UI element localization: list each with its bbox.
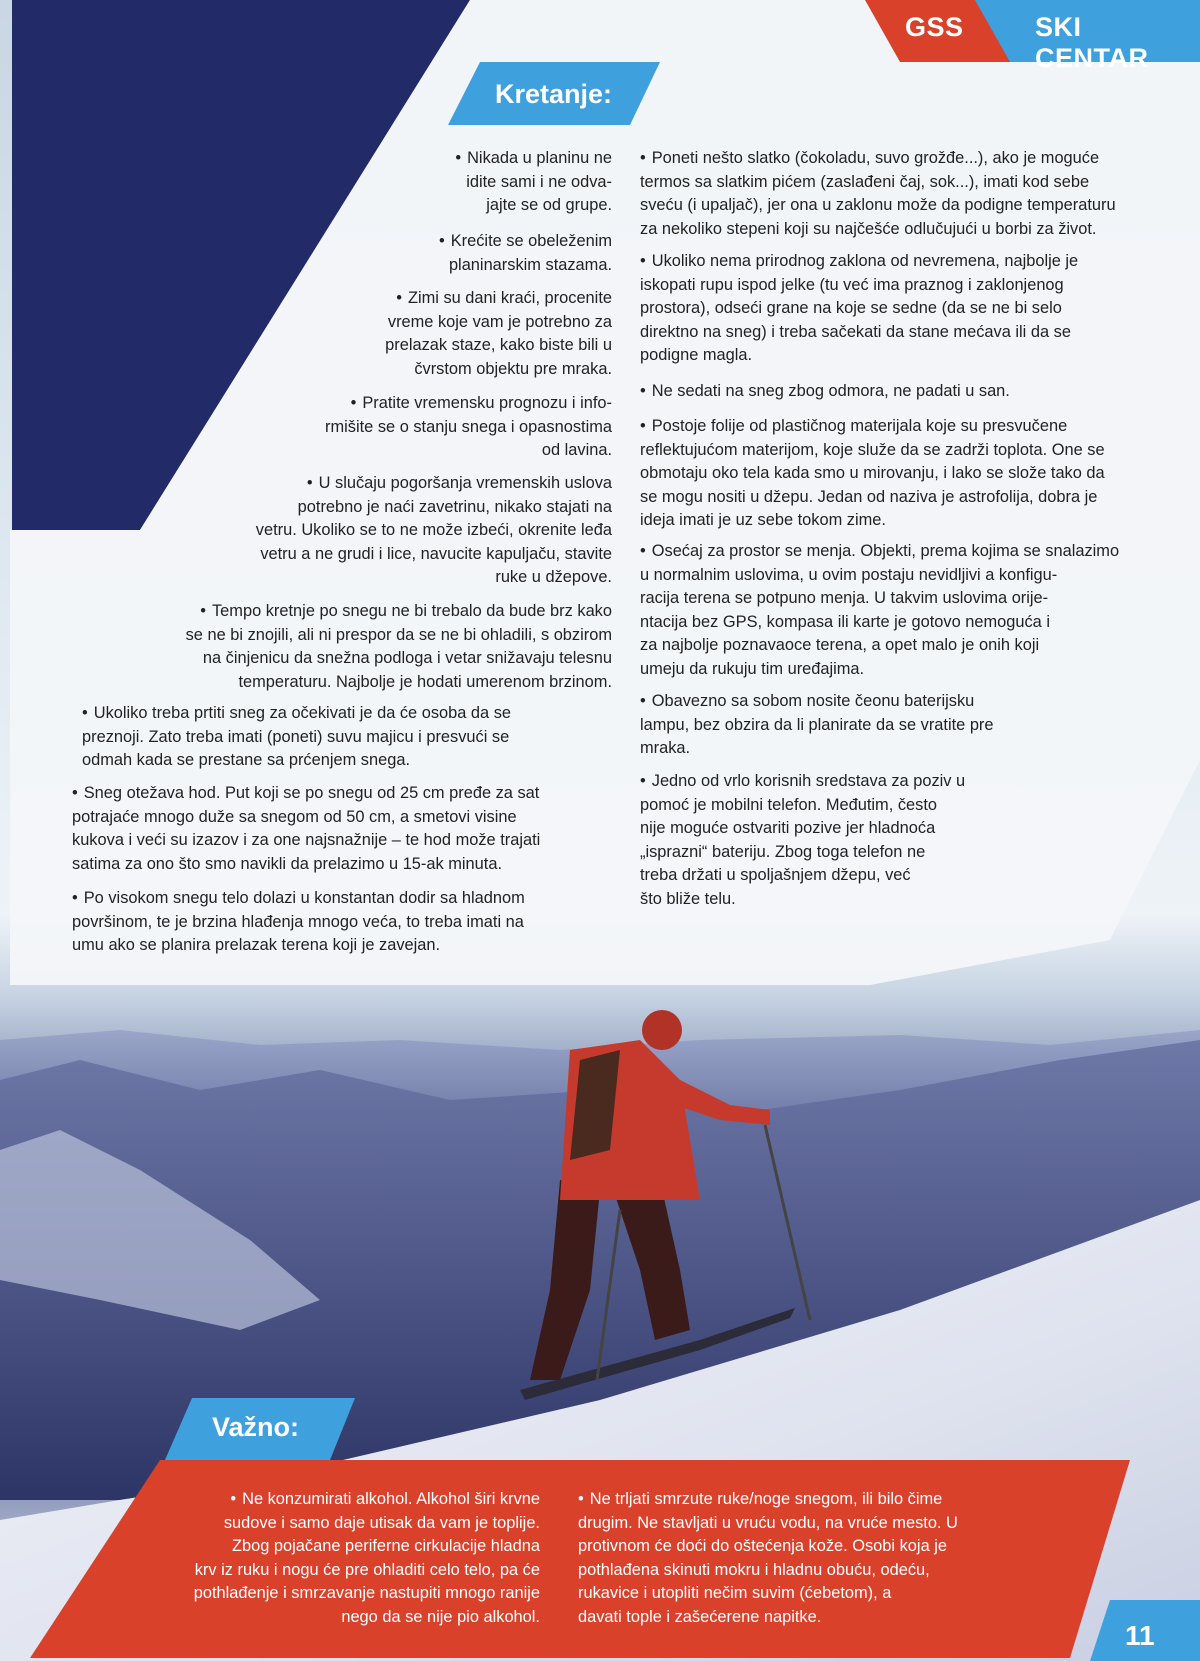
bullet-line bbox=[72, 782, 540, 806]
bullet-line bbox=[640, 380, 1010, 404]
bullet-dot-icon: • bbox=[438, 232, 445, 250]
bullet-text: Obavezno sa sobom nosite čeonu baterijsku bbox=[651, 692, 975, 710]
bullet-text: Jedno od vrlo korisnih sredstava za poziv u bbox=[651, 772, 966, 790]
bullet-line bbox=[640, 486, 1105, 510]
bullet-line bbox=[82, 726, 511, 750]
bullet-dot-icon: • bbox=[578, 1490, 584, 1508]
bullet-text: podigne magla. bbox=[640, 346, 753, 364]
bullet-text: treba držati u spoljašnjem džepu, već bbox=[640, 866, 911, 884]
bullet-text: vetru. Ukoliko se to ne može izbeći, okrenite leđa bbox=[255, 521, 612, 539]
bullet-line bbox=[640, 509, 1105, 533]
bullet-dot-icon: • bbox=[640, 382, 646, 400]
bullet-line bbox=[640, 794, 965, 818]
bullet-item bbox=[72, 782, 540, 876]
bullet-line bbox=[578, 1582, 958, 1606]
bullet-line bbox=[640, 171, 1116, 195]
bullet-line bbox=[256, 496, 612, 520]
bullet-line bbox=[325, 392, 612, 416]
bullet-item bbox=[325, 392, 612, 463]
header-tag-ski-centar: SKI CENTAR bbox=[1035, 12, 1149, 73]
bullet-text: sudove i samo daje utisak da vam je toplije. bbox=[223, 1513, 540, 1532]
bullet-line bbox=[578, 1559, 958, 1583]
bullet-text: se mogu nositi u džepu. Jedan od naziva je astrofolija, dobra je bbox=[640, 487, 1098, 506]
bullet-text: vetru a ne grudi i lice, navucite kapuljaču, stavite bbox=[260, 544, 612, 563]
bullet-text: mraka. bbox=[640, 739, 691, 757]
bullet-text: Zbog pojačane periferne cirkulacije hladna bbox=[232, 1537, 540, 1555]
bullet-line bbox=[640, 540, 1119, 564]
bullet-text: Krećite se obeleženim bbox=[450, 232, 612, 250]
bullet-text: Ukoliko nema prirodnog zaklona od nevremena, najbolje je bbox=[651, 252, 1079, 270]
bullet-dot-icon: • bbox=[640, 692, 646, 710]
bullet-line bbox=[640, 888, 965, 912]
bullet-line bbox=[186, 624, 612, 648]
bullet-text: „isprazni“ bateriju. Zbog toga telefon ne bbox=[640, 842, 926, 861]
bullet-line bbox=[640, 817, 965, 841]
bullet-line bbox=[578, 1606, 958, 1630]
bullet-text: iskopati rupu ispod jelke (tu već ima praznog i zaklonjenog bbox=[640, 275, 1064, 294]
bullet-line bbox=[640, 297, 1078, 321]
bullet-line bbox=[439, 230, 612, 254]
bullet-line bbox=[640, 690, 994, 714]
bullet-item bbox=[72, 887, 525, 958]
bullet-text: umeju da rukuju tim uređajima. bbox=[640, 659, 865, 678]
bullet-dot-icon: • bbox=[396, 289, 402, 307]
bullet-dot-icon: • bbox=[350, 394, 357, 412]
bullet-text: pothlađena skinuti mokru i hladnu obuću, odeću, bbox=[578, 1560, 930, 1579]
bullet-line bbox=[194, 1606, 540, 1630]
bullet-item bbox=[640, 770, 965, 911]
bullet-text: odmah kada se prestane sa prćenjem snega. bbox=[82, 751, 411, 769]
bullet-item bbox=[194, 1488, 540, 1629]
bullet-line bbox=[256, 519, 612, 543]
bullet-line bbox=[256, 472, 612, 496]
bullet-dot-icon: • bbox=[455, 149, 462, 167]
bullet-line bbox=[578, 1488, 958, 1512]
bullet-line bbox=[640, 439, 1105, 463]
bullet-text: za najbolje poznavaoce terena, a opet malo je onih koji bbox=[640, 636, 1040, 654]
bullet-text: potrajaće mnogo duže sa snegom od 50 cm, a smetovi visine bbox=[72, 807, 517, 826]
bullet-text: prostora), odseći grane na koje se sedne (da se ne bi selo bbox=[640, 299, 1062, 317]
bullet-line bbox=[439, 254, 612, 278]
bullet-text: ideja imati je uz sebe tokom zime. bbox=[640, 511, 886, 529]
bullet-item bbox=[640, 690, 994, 761]
bullet-line bbox=[640, 587, 1119, 611]
bullet-text: prelazak staze, kako biste bili u bbox=[385, 336, 612, 354]
bullet-line bbox=[194, 1559, 540, 1583]
bullet-text: vreme koje vam je potrebno za bbox=[387, 312, 612, 331]
bullet-text: nije moguće ostvariti pozive jer hladnoća bbox=[640, 819, 936, 837]
bullet-text: termos sa slatkim pićem (zaslađeni čaj, sok...), imati kod sebe bbox=[640, 172, 1090, 191]
bullet-line bbox=[455, 194, 612, 218]
bullet-line bbox=[82, 702, 511, 726]
bullet-text: lampu, bez obzira da li planirate da se vratite pre bbox=[640, 715, 994, 734]
bullet-line bbox=[72, 887, 525, 911]
bullet-text: krv iz ruku i nogu će pre ohladiti celo telo, pa će bbox=[194, 1560, 540, 1579]
bullet-text: Tempo kretnje po snegu ne bi trebalo da bude brz kako bbox=[211, 602, 612, 620]
bullet-item bbox=[256, 472, 612, 590]
bullet-text: preznoji. Zato treba imati (poneti) suvu majicu i presvući se bbox=[82, 727, 510, 746]
bullet-line bbox=[640, 344, 1078, 368]
bullet-text: drugim. Ne stavljati u vruću vodu, na vruće mesto. U bbox=[578, 1513, 958, 1532]
bullet-dot-icon: • bbox=[640, 252, 646, 270]
bullet-dot-icon: • bbox=[640, 417, 646, 435]
bullet-line bbox=[72, 911, 525, 935]
bullet-line bbox=[325, 439, 612, 463]
bullet-line bbox=[640, 634, 1119, 658]
bullet-dot-icon: • bbox=[640, 772, 646, 790]
bullet-line bbox=[194, 1488, 540, 1512]
bullet-dot-icon: • bbox=[230, 1490, 237, 1508]
bullet-line bbox=[640, 841, 965, 865]
bullet-dot-icon: • bbox=[82, 704, 88, 722]
bullet-line bbox=[640, 658, 1119, 682]
bullet-item bbox=[186, 600, 612, 694]
bullet-text: u normalnim uslovima, u ovim postaju nevidljivi a konfigu- bbox=[640, 565, 1058, 584]
bullet-item bbox=[578, 1488, 958, 1629]
bullet-text: idite sami i ne odva- bbox=[466, 172, 612, 191]
header-tag-gss: GSS bbox=[905, 12, 964, 42]
bullet-line bbox=[194, 1535, 540, 1559]
bullet-text: od lavina. bbox=[541, 441, 612, 459]
bullet-line bbox=[640, 218, 1116, 242]
bullet-text: ntacija bez GPS, kompasa ili karte je gotovo nemoguća i bbox=[640, 612, 1050, 631]
bullet-text: direktno na sneg) i treba sačekati da stane mećava ili da se bbox=[640, 322, 1071, 341]
bullet-dot-icon: • bbox=[640, 149, 646, 167]
bullet-line bbox=[455, 147, 612, 171]
bullet-text: Poneti nešto slatko (čokoladu, suvo grožđe...), ako je moguće bbox=[651, 149, 1100, 167]
bullet-text: pomoć je mobilni telefon. Međutim, često bbox=[640, 795, 937, 814]
bullet-line bbox=[455, 171, 612, 195]
section-title-vazno: Važno: bbox=[212, 1412, 300, 1442]
bullet-item bbox=[439, 230, 612, 277]
bullet-line bbox=[640, 462, 1105, 486]
bullet-text: protivnom će doći do oštećenja kože. Osobi koja je bbox=[578, 1537, 947, 1555]
bullet-line bbox=[578, 1512, 958, 1536]
bullet-text: Po visokom snegu telo dolazi u konstantan dodir sa hladnom bbox=[83, 889, 525, 907]
bullet-text: Pratite vremensku prognozu i info- bbox=[362, 394, 612, 412]
bullet-text: Osećaj za prostor se menja. Objekti, prema kojima se snalazimo bbox=[651, 542, 1120, 560]
bullet-text: na činjenicu da snežna podloga i vetar snižavaju telesnu bbox=[202, 649, 612, 667]
page-number: 11 bbox=[1125, 1620, 1155, 1651]
bullet-text: umu ako se planira prelazak terena koji je zavejan. bbox=[72, 936, 441, 954]
bullet-text: temperaturu. Najbolje je hodati umerenom brzinom. bbox=[238, 672, 612, 691]
bullet-item bbox=[640, 415, 1105, 533]
bullet-text: ruke u džepove. bbox=[495, 568, 612, 586]
bullet-text: Zimi su dani kraći, procenite bbox=[407, 289, 612, 307]
bullet-line bbox=[640, 274, 1078, 298]
bullet-text: što bliže telu. bbox=[640, 889, 736, 908]
bullet-line bbox=[82, 749, 511, 773]
bullet-text: U slučaju pogoršanja vremenskih uslova bbox=[318, 474, 612, 492]
bullet-line bbox=[640, 194, 1116, 218]
bullet-item bbox=[640, 250, 1078, 368]
bullet-text: rukavice i utopliti nečim suvim (ćebetom), a bbox=[578, 1584, 892, 1602]
bullet-line bbox=[72, 934, 525, 958]
bullet-item bbox=[385, 287, 612, 381]
bullet-line bbox=[640, 415, 1105, 439]
bullet-item bbox=[640, 540, 1119, 681]
bullet-line bbox=[194, 1512, 540, 1536]
bullet-text: rmišite se o stanju snega i opasnostima bbox=[325, 417, 612, 436]
bullet-text: Nikada u planinu ne bbox=[467, 149, 612, 167]
bullet-text: Ne sedati na sneg zbog odmora, ne padati u san. bbox=[651, 382, 1010, 400]
bullet-line bbox=[640, 564, 1119, 588]
bullet-text: se ne bi znojili, ali ni prespor da se ne bi ohladili, s obzirom bbox=[185, 625, 612, 644]
bullet-text: pothlađenje i smrzavanje nastupiti mnogo ranije bbox=[193, 1584, 540, 1602]
bullet-line bbox=[385, 311, 612, 335]
bullet-text: čvrstom objektu pre mraka. bbox=[414, 359, 612, 378]
bullet-line bbox=[194, 1582, 540, 1606]
bullet-item bbox=[640, 380, 1010, 404]
bullet-line bbox=[640, 864, 965, 888]
bullet-line bbox=[640, 770, 965, 794]
bullet-text: Ne trljati smrzute ruke/noge snegom, ili bilo čime bbox=[589, 1490, 943, 1508]
bullet-dot-icon: • bbox=[72, 889, 78, 907]
bullet-text: površinom, te je brzina hlađenja mnogo veća, to treba imati na bbox=[72, 912, 524, 931]
bullet-line bbox=[578, 1535, 958, 1559]
bullet-item bbox=[640, 147, 1116, 241]
bullet-text: nego da se nije pio alkohol. bbox=[341, 1607, 540, 1626]
bullet-line bbox=[325, 416, 612, 440]
bullet-text: Ne konzumirati alkohol. Alkohol širi krvne bbox=[242, 1490, 540, 1508]
bullet-line bbox=[640, 147, 1116, 171]
bullet-text: obmotaju oko tela kada smo u mirovanju, i lako se slože tako da bbox=[640, 464, 1105, 482]
bullet-line bbox=[72, 806, 540, 830]
bullet-line bbox=[385, 358, 612, 382]
bullet-item bbox=[82, 702, 511, 773]
bullet-line bbox=[72, 853, 540, 877]
bullet-line bbox=[256, 543, 612, 567]
bullet-text: davati tople i zašećerene napitke. bbox=[578, 1607, 822, 1626]
bullet-dot-icon: • bbox=[640, 542, 646, 560]
bullet-dot-icon: • bbox=[306, 474, 313, 492]
bullet-line bbox=[640, 321, 1078, 345]
bullet-text: kukova i veći su izazov i za one najsnažnije – te hod može trajati bbox=[72, 831, 541, 849]
bullet-text: za nekoliko stepeni koji su najčešće odlučujući u borbi za život. bbox=[640, 219, 1097, 238]
bullet-dot-icon: • bbox=[72, 784, 78, 802]
bullet-line bbox=[640, 250, 1078, 274]
section-title-kretanje: Kretanje: bbox=[495, 79, 613, 109]
bullet-line bbox=[640, 611, 1119, 635]
bullet-text: Sneg otežava hod. Put koji se po snegu od 25 cm pređe za sat bbox=[83, 784, 540, 802]
bullet-text: jajte se od grupe. bbox=[486, 196, 612, 214]
bullet-text: satima za ono što smo navikli da prelazimo u 15-ak minuta. bbox=[72, 854, 502, 873]
bullet-text: Ukoliko treba prtiti sneg za očekivati je da će osoba da se bbox=[93, 704, 512, 722]
bullet-line bbox=[385, 334, 612, 358]
bullet-line bbox=[186, 600, 612, 624]
bullet-line bbox=[186, 647, 612, 671]
bullet-line bbox=[72, 829, 540, 853]
bullet-text: potrebno je naći zavetrinu, nikako stajati na bbox=[297, 497, 612, 516]
bullet-text: reflektujućom materijom, koje služe da se zadrži toplota. One se bbox=[640, 440, 1105, 459]
bullet-line bbox=[385, 287, 612, 311]
bullet-text: sveću (i upaljač), jer ona u zaklonu može da podigne temperaturu bbox=[640, 196, 1116, 214]
bullet-item bbox=[455, 147, 612, 218]
bullet-line bbox=[640, 737, 994, 761]
bullet-line bbox=[256, 566, 612, 590]
bullet-text: racija terena se potpuno menja. U takvim uslovima orije- bbox=[640, 589, 1049, 607]
bullet-text: planinarskim stazama. bbox=[448, 255, 612, 274]
bullet-line bbox=[186, 671, 612, 695]
bullet-text: Postoje folije od plastičnog materijala koje su presvučene bbox=[651, 417, 1068, 435]
bullet-line bbox=[640, 714, 994, 738]
bullet-dot-icon: • bbox=[200, 602, 206, 620]
